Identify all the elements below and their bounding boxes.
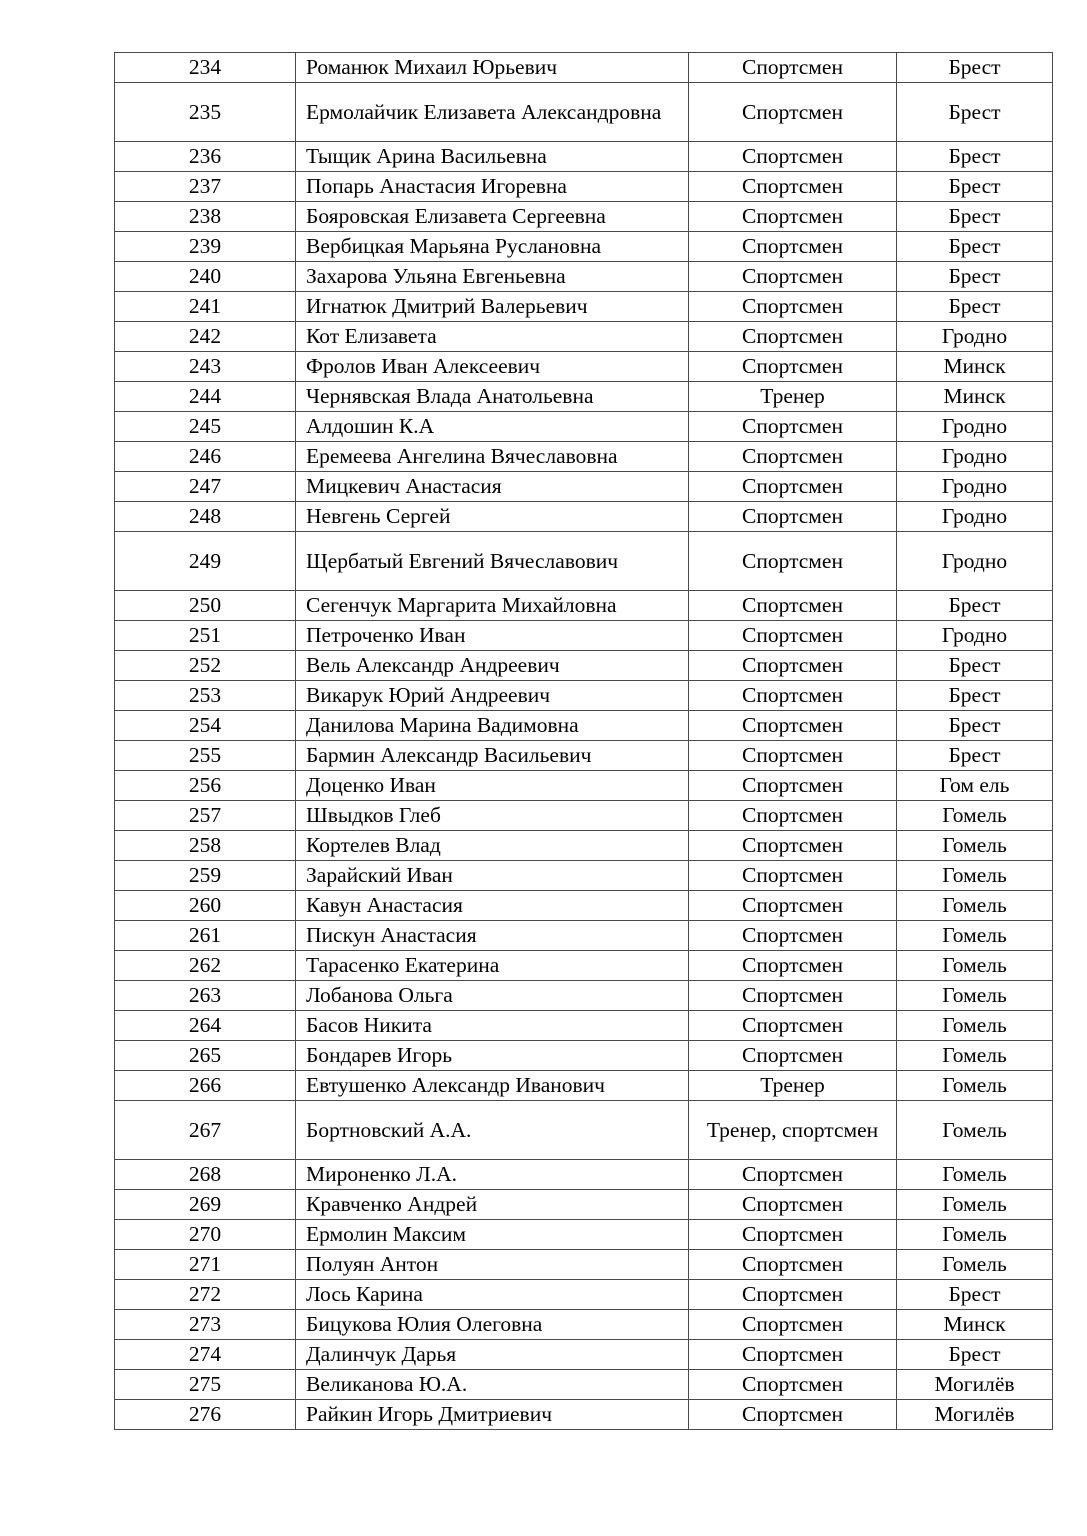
participant-city: Минск <box>897 352 1053 382</box>
row-number: 245 <box>115 412 296 442</box>
participant-role: Спортсмен <box>689 352 897 382</box>
participant-name: Полуян Антон <box>296 1250 689 1280</box>
participant-city: Гомель <box>897 1220 1053 1250</box>
participant-name: Вель Александр Андреевич <box>296 651 689 681</box>
participant-name: Бондарев Игорь <box>296 1041 689 1071</box>
participant-city: Гомель <box>897 1071 1053 1101</box>
row-number: 256 <box>115 771 296 801</box>
participant-role: Спортсмен <box>689 891 897 921</box>
participant-city: Гродно <box>897 412 1053 442</box>
participant-city: Гомель <box>897 831 1053 861</box>
participant-role: Спортсмен <box>689 801 897 831</box>
row-number: 237 <box>115 172 296 202</box>
participant-name: Великанова Ю.А. <box>296 1370 689 1400</box>
participant-name: Кот Елизавета <box>296 322 689 352</box>
participant-name: Чернявская Влада Анатольевна <box>296 382 689 412</box>
participant-name: Бицукова Юлия Олеговна <box>296 1310 689 1340</box>
table-row <box>115 741 1053 771</box>
participant-role: Спортсмен <box>689 1310 897 1340</box>
participant-name: Захарова Ульяна Евгеньевна <box>296 262 689 292</box>
row-number: 246 <box>115 442 296 472</box>
participant-name: Кортелев Влад <box>296 831 689 861</box>
participant-role: Спортсмен <box>689 142 897 172</box>
participant-role: Спортсмен <box>689 921 897 951</box>
participant-city: Могилёв <box>897 1400 1053 1430</box>
row-number: 259 <box>115 861 296 891</box>
table-row <box>115 1370 1053 1400</box>
participant-role: Спортсмен <box>689 621 897 651</box>
row-number: 248 <box>115 502 296 532</box>
table-row <box>115 292 1053 322</box>
participant-name: Лось Карина <box>296 1280 689 1310</box>
participant-role: Спортсмен <box>689 262 897 292</box>
table-row <box>115 1011 1053 1041</box>
participant-city: Гродно <box>897 502 1053 532</box>
table-row <box>115 202 1053 232</box>
table-row <box>115 771 1053 801</box>
participant-name: Алдошин К.А <box>296 412 689 442</box>
participant-role: Спортсмен <box>689 711 897 741</box>
participant-role: Спортсмен <box>689 83 897 142</box>
table-row <box>115 1041 1053 1071</box>
row-number: 235 <box>115 83 296 142</box>
participant-name: Игнатюк Дмитрий Валерьевич <box>296 292 689 322</box>
row-number: 261 <box>115 921 296 951</box>
participant-name: Далинчук Дарья <box>296 1340 689 1370</box>
participant-name: Бармин Александр Васильевич <box>296 741 689 771</box>
row-number: 266 <box>115 1071 296 1101</box>
participant-name: Невгень Сергей <box>296 502 689 532</box>
participant-name: Петроченко Иван <box>296 621 689 651</box>
participant-city: Брест <box>897 1340 1053 1370</box>
table-row <box>115 412 1053 442</box>
table-row <box>115 532 1053 591</box>
participant-city: Гродно <box>897 442 1053 472</box>
row-number: 274 <box>115 1340 296 1370</box>
row-number: 271 <box>115 1250 296 1280</box>
participant-city: Брест <box>897 591 1053 621</box>
table-row <box>115 951 1053 981</box>
table-row <box>115 801 1053 831</box>
participant-city: Гродно <box>897 472 1053 502</box>
participant-role: Спортсмен <box>689 232 897 262</box>
participant-name: Швыдков Глеб <box>296 801 689 831</box>
participant-name: Мицкевич Анастасия <box>296 472 689 502</box>
row-number: 254 <box>115 711 296 741</box>
participant-city: Гродно <box>897 621 1053 651</box>
row-number: 241 <box>115 292 296 322</box>
participant-role: Спортсмен <box>689 681 897 711</box>
table-row <box>115 83 1053 142</box>
participant-name: Попарь Анастасия Игоревна <box>296 172 689 202</box>
participant-city: Брест <box>897 142 1053 172</box>
participant-city: Брест <box>897 53 1053 83</box>
row-number: 276 <box>115 1400 296 1430</box>
participant-name: Щербатый Евгений Вячеславович <box>296 532 689 591</box>
participant-city: Гомель <box>897 1101 1053 1160</box>
participant-city: Минск <box>897 1310 1053 1340</box>
participant-city: Брест <box>897 262 1053 292</box>
participant-name: Басов Никита <box>296 1011 689 1041</box>
participant-role: Спортсмен <box>689 472 897 502</box>
row-number: 269 <box>115 1190 296 1220</box>
table-row <box>115 891 1053 921</box>
participants-table <box>114 52 1053 1430</box>
participant-city: Гомель <box>897 1160 1053 1190</box>
participant-role: Спортсмен <box>689 1250 897 1280</box>
table-row <box>115 1280 1053 1310</box>
participant-role: Спортсмен <box>689 202 897 232</box>
participant-name: Тарасенко Екатерина <box>296 951 689 981</box>
participant-city: Брест <box>897 172 1053 202</box>
table-row <box>115 1340 1053 1370</box>
participant-city: Гомель <box>897 951 1053 981</box>
table-row <box>115 322 1053 352</box>
participant-name: Ермолайчик Елизавета Александровна <box>296 83 689 142</box>
row-number: 268 <box>115 1160 296 1190</box>
participant-role: Спортсмен <box>689 53 897 83</box>
participant-role: Тренер, спортсмен <box>689 1101 897 1160</box>
row-number: 253 <box>115 681 296 711</box>
table-row <box>115 651 1053 681</box>
participant-city: Брест <box>897 711 1053 741</box>
participant-name: Лобанова Ольга <box>296 981 689 1011</box>
participant-name: Бортновский А.А. <box>296 1101 689 1160</box>
table-row <box>115 1160 1053 1190</box>
participant-city: Брест <box>897 1280 1053 1310</box>
row-number: 236 <box>115 142 296 172</box>
table-row <box>115 53 1053 83</box>
participant-city: Гомель <box>897 921 1053 951</box>
participant-city: Гомель <box>897 861 1053 891</box>
row-number: 265 <box>115 1041 296 1071</box>
table-row <box>115 1400 1053 1430</box>
participant-role: Спортсмен <box>689 502 897 532</box>
row-number: 239 <box>115 232 296 262</box>
participant-name: Кравченко Андрей <box>296 1190 689 1220</box>
row-number: 234 <box>115 53 296 83</box>
participant-role: Спортсмен <box>689 861 897 891</box>
participant-name: Еремеева Ангелина Вячеславовна <box>296 442 689 472</box>
table-row <box>115 621 1053 651</box>
table-row <box>115 472 1053 502</box>
row-number: 252 <box>115 651 296 681</box>
participant-name: Доценко Иван <box>296 771 689 801</box>
table-row <box>115 172 1053 202</box>
participant-name: Данилова Марина Вадимовна <box>296 711 689 741</box>
table-row <box>115 591 1053 621</box>
participant-role: Тренер <box>689 1071 897 1101</box>
table-row <box>115 262 1053 292</box>
participant-city: Гомель <box>897 891 1053 921</box>
row-number: 275 <box>115 1370 296 1400</box>
participant-role: Спортсмен <box>689 1041 897 1071</box>
participant-city: Брест <box>897 292 1053 322</box>
participant-city: Гомель <box>897 1011 1053 1041</box>
participant-role: Спортсмен <box>689 1190 897 1220</box>
participant-city: Гом ель <box>897 771 1053 801</box>
participant-role: Спортсмен <box>689 591 897 621</box>
row-number: 270 <box>115 1220 296 1250</box>
participant-name: Викарук Юрий Андреевич <box>296 681 689 711</box>
participant-role: Спортсмен <box>689 1370 897 1400</box>
table-row <box>115 232 1053 262</box>
participant-city: Минск <box>897 382 1053 412</box>
participant-name: Зарайский Иван <box>296 861 689 891</box>
table-row <box>115 921 1053 951</box>
participant-role: Спортсмен <box>689 412 897 442</box>
participant-name: Райкин Игорь Дмитриевич <box>296 1400 689 1430</box>
participant-city: Гомель <box>897 801 1053 831</box>
row-number: 240 <box>115 262 296 292</box>
table-row <box>115 142 1053 172</box>
table-row <box>115 1190 1053 1220</box>
participant-name: Романюк Михаил Юрьевич <box>296 53 689 83</box>
participant-city: Гомель <box>897 1250 1053 1280</box>
participant-role: Спортсмен <box>689 172 897 202</box>
participant-city: Гомель <box>897 981 1053 1011</box>
row-number: 258 <box>115 831 296 861</box>
participant-role: Спортсмен <box>689 322 897 352</box>
participant-name: Вербицкая Марьяна Руслановна <box>296 232 689 262</box>
table-row <box>115 382 1053 412</box>
participant-role: Спортсмен <box>689 1160 897 1190</box>
row-number: 263 <box>115 981 296 1011</box>
participant-city: Брест <box>897 741 1053 771</box>
row-number: 267 <box>115 1101 296 1160</box>
participant-city: Гродно <box>897 532 1053 591</box>
participant-role: Спортсмен <box>689 442 897 472</box>
participant-role: Спортсмен <box>689 1400 897 1430</box>
row-number: 251 <box>115 621 296 651</box>
participant-city: Могилёв <box>897 1370 1053 1400</box>
table-row <box>115 1310 1053 1340</box>
table-row <box>115 861 1053 891</box>
table-row <box>115 352 1053 382</box>
participant-role: Спортсмен <box>689 981 897 1011</box>
participant-name: Пискун Анастасия <box>296 921 689 951</box>
participant-city: Брест <box>897 202 1053 232</box>
row-number: 262 <box>115 951 296 981</box>
participant-role: Спортсмен <box>689 1340 897 1370</box>
row-number: 264 <box>115 1011 296 1041</box>
table-row <box>115 981 1053 1011</box>
table-row <box>115 681 1053 711</box>
participant-role: Спортсмен <box>689 951 897 981</box>
participant-city: Брест <box>897 651 1053 681</box>
participant-role: Тренер <box>689 382 897 412</box>
participant-role: Спортсмен <box>689 292 897 322</box>
row-number: 250 <box>115 591 296 621</box>
participant-name: Ермолин Максим <box>296 1220 689 1250</box>
participant-name: Кавун Анастасия <box>296 891 689 921</box>
row-number: 273 <box>115 1310 296 1340</box>
row-number: 257 <box>115 801 296 831</box>
participant-city: Брест <box>897 232 1053 262</box>
participant-name: Евтушенко Александр Иванович <box>296 1071 689 1101</box>
table-row <box>115 442 1053 472</box>
participant-city: Гомель <box>897 1041 1053 1071</box>
table-row <box>115 502 1053 532</box>
participant-role: Спортсмен <box>689 1011 897 1041</box>
participant-role: Спортсмен <box>689 741 897 771</box>
row-number: 272 <box>115 1280 296 1310</box>
row-number: 260 <box>115 891 296 921</box>
table-row <box>115 831 1053 861</box>
row-number: 249 <box>115 532 296 591</box>
participant-name: Мироненко Л.А. <box>296 1160 689 1190</box>
row-number: 243 <box>115 352 296 382</box>
table-row <box>115 1220 1053 1250</box>
participant-city: Гродно <box>897 322 1053 352</box>
participant-name: Бояровская Елизавета Сергеевна <box>296 202 689 232</box>
table-row <box>115 1071 1053 1101</box>
participant-name: Фролов Иван Алексеевич <box>296 352 689 382</box>
participant-role: Спортсмен <box>689 831 897 861</box>
table-row <box>115 711 1053 741</box>
participant-city: Брест <box>897 681 1053 711</box>
participant-name: Сегенчук Маргарита Михайловна <box>296 591 689 621</box>
participant-role: Спортсмен <box>689 532 897 591</box>
participant-role: Спортсмен <box>689 651 897 681</box>
row-number: 244 <box>115 382 296 412</box>
row-number: 255 <box>115 741 296 771</box>
row-number: 242 <box>115 322 296 352</box>
participant-name: Тыщик Арина Васильевна <box>296 142 689 172</box>
row-number: 247 <box>115 472 296 502</box>
participant-role: Спортсмен <box>689 1220 897 1250</box>
row-number: 238 <box>115 202 296 232</box>
participant-role: Спортсмен <box>689 1280 897 1310</box>
table-row <box>115 1101 1053 1160</box>
participant-role: Спортсмен <box>689 771 897 801</box>
participant-city: Гомель <box>897 1190 1053 1220</box>
table-row <box>115 1250 1053 1280</box>
participant-city: Брест <box>897 83 1053 142</box>
